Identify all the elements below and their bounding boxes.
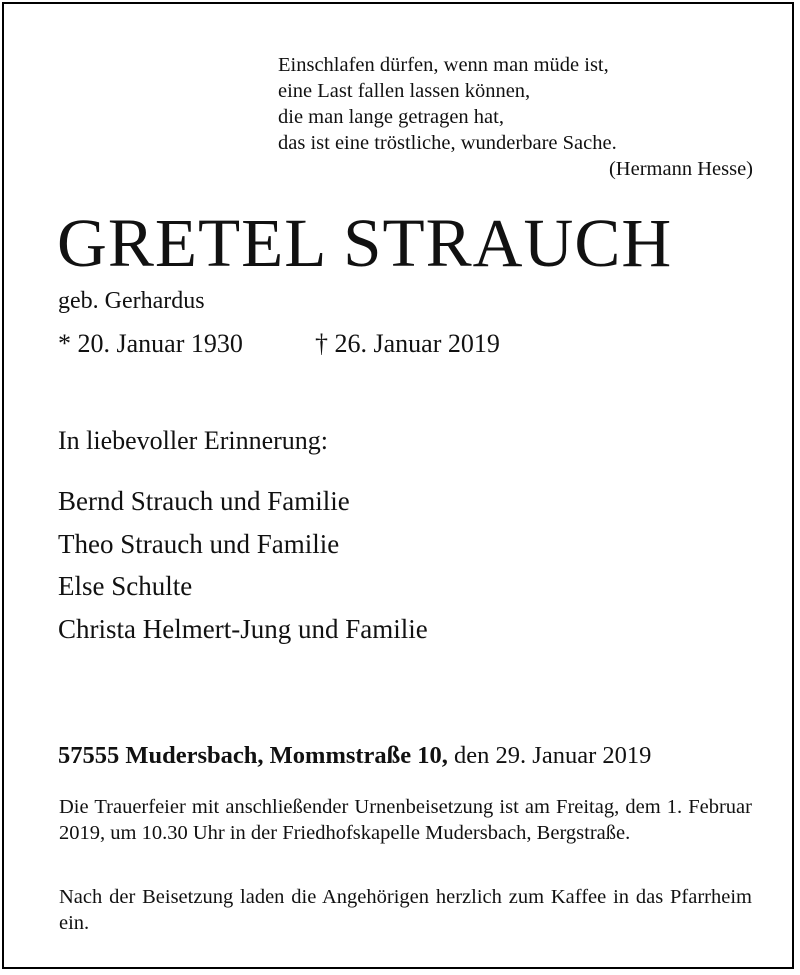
mourners-list — [58, 480, 428, 650]
mourner-item: Bernd Strauch und Familie — [58, 486, 350, 516]
poem-line: das ist eine tröstliche, wunderbare Sache. — [278, 132, 617, 154]
death-date: † 26. Januar 2019 — [315, 329, 500, 358]
deceased-name: GRETEL STRAUCH — [57, 205, 673, 281]
mourner-item: Else Schulte — [58, 571, 193, 601]
poem-attribution: (Hermann Hesse) — [608, 158, 753, 180]
life-dates — [58, 327, 500, 361]
poem-block — [278, 52, 753, 182]
poem-line: eine Last fallen lassen können, — [278, 80, 531, 102]
poem-line: Einschlafen dürfen, wenn man müde ist, — [278, 54, 609, 76]
mourner-item: Christa Helmert-Jung und Familie — [58, 613, 428, 644]
memory-heading: In liebevoller Erinnerung: — [58, 426, 329, 455]
mourner-item: Theo Strauch und Familie — [58, 528, 340, 559]
coffee-notice: Nach der Beisetzung laden die Angehörigen herzlich zum Kaffee in das Pfarrheim ein. — [59, 886, 752, 934]
address-location: 57555 Mudersbach, Mommstraße 10, — [58, 742, 448, 769]
birth-name: geb. Gerhardus — [58, 288, 205, 314]
birth-date: * 20. Januar 1930 — [58, 329, 243, 358]
poem-line: die man lange getragen hat, — [278, 106, 504, 128]
address-line — [58, 740, 651, 772]
address-date: den 29. Januar 2019 — [447, 742, 652, 769]
obituary-frame — [2, 2, 794, 969]
service-notice: Die Trauerfeier mit anschließender Urnenbeisetzung ist am Freitag, dem 1. Februar 2019, um 10.30 Uhr in der Friedhofskapelle Mudersbach, Bergstraße. — [59, 796, 752, 844]
